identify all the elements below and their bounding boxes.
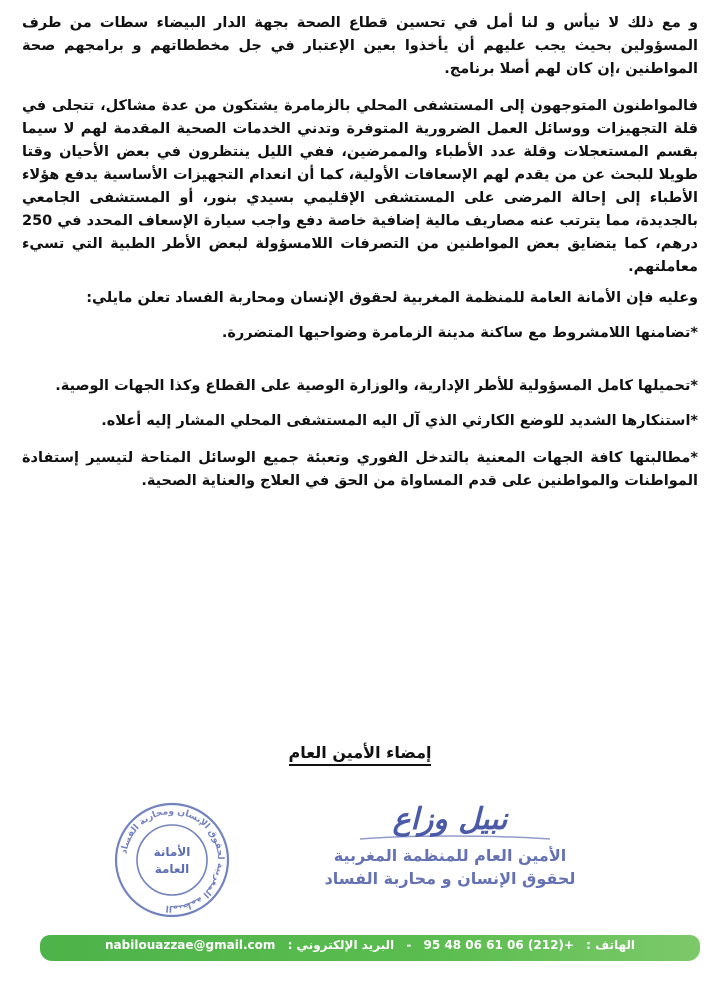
email-label: البريد الإلكتروني : [287,938,395,952]
secretary-signature [300,795,600,905]
seal-inner-line-2: العامة [154,862,190,876]
paragraph-complaints: فالمواطنون المتوجهون إلى المستشفى المحلي بالزمامرة يشتكون من عدة مشاكل، تتجلى في قلة التجهيزات ووسائل العمل الضرورية المتوفرة وتدني الخدمات الصحية المقدمة لهم لا سيما بقسم المستعجلات وقلة عدد الأطباء والممرضين، ففي الليل ينتظرون في بعض الأحيان وقتا طويلا للبحث عن من يقدم لهم الإسعافات الأولية، كما أن انعدام التجهيزات الأساسية يدفع هؤلاء الأطباء إلى إحالة المرضى على المستشفى الإقليمي بسيدي بنور، أو المستشفى الجامعي بالجديدة، مما يترتب عنه مصاريف مالية إضافية خاصة دفع واجب سيارة الإسعاف المحدد في 250 درهم، كما يتضايق بعض المواطنين من التصرفات اللامسؤولة لبعض الأطر الطبية التي تسيء معاملتهم. [22,98,698,275]
svg-text:المنظمة المغربية لحقوق الإنسان: المنظمة المغربية لحقوق الإنسان ومحاربة الفساد [119,806,226,914]
phone-number: 95 48 06 61 06 (212)+ [423,938,574,952]
demand-responsibility: *تحميلها كامل المسؤولية للأطر الإدارية، والوزارة الوصية على القطاع وكذا الجهات الوصية. [55,378,698,394]
signature-role-line-1: الأمين العام للمنظمة المغربية [333,846,567,865]
organization-seal [112,800,232,920]
seal-inner-line-1: الأمانة [153,845,191,859]
footer-separator: - [406,938,412,952]
demand-intervention: *مطالبتها كافة الجهات المعنية بالتدخل الفوري وتعبئة جميع الوسائل المتاحة لتيسير إستفادة المواطنات والمواطنين على قدم المساواة من الحق في العلاج والعناية الصحية. [22,450,698,489]
phone-label: الهاتف : [586,938,635,952]
paragraph-announcement: وعليه فإن الأمانة العامة للمنظمة المغربية لحقوق الإنسان ومحاربة الفساد تعلن مايلي: [86,290,698,306]
signature-role-line-2: لحقوق الإنسان و محاربة الفساد [324,869,576,888]
email-address: nabilouazzae@gmail.com [105,938,276,952]
paragraph-intro: و مع ذلك لا نيأس و لنا أمل في تحسين قطاع الصحة بجهة الدار البيضاء سطات من طرف المسؤولين بحيث يجب عليهم أن يأخذوا بعين الإعتبار في جل مخططاتهم و برامجهم صحة المواطنين ،إن كان لهم أصلا برنامج. [22,15,698,77]
signature-heading: إمضاء الأمين العام [0,743,720,762]
signature-name: نبيل وزاع [392,802,508,837]
demand-solidarity: *تضامنها اللامشروط مع ساكنة مدينة الزمامرة وضواحيها المتضررة. [221,325,698,341]
letter-body [22,0,698,493]
contact-footer [40,935,700,961]
demand-condemnation: *استنكارها الشديد للوضع الكارثي الذي آل اليه المستشفى المحلي المشار إليه أعلاه. [101,413,698,429]
